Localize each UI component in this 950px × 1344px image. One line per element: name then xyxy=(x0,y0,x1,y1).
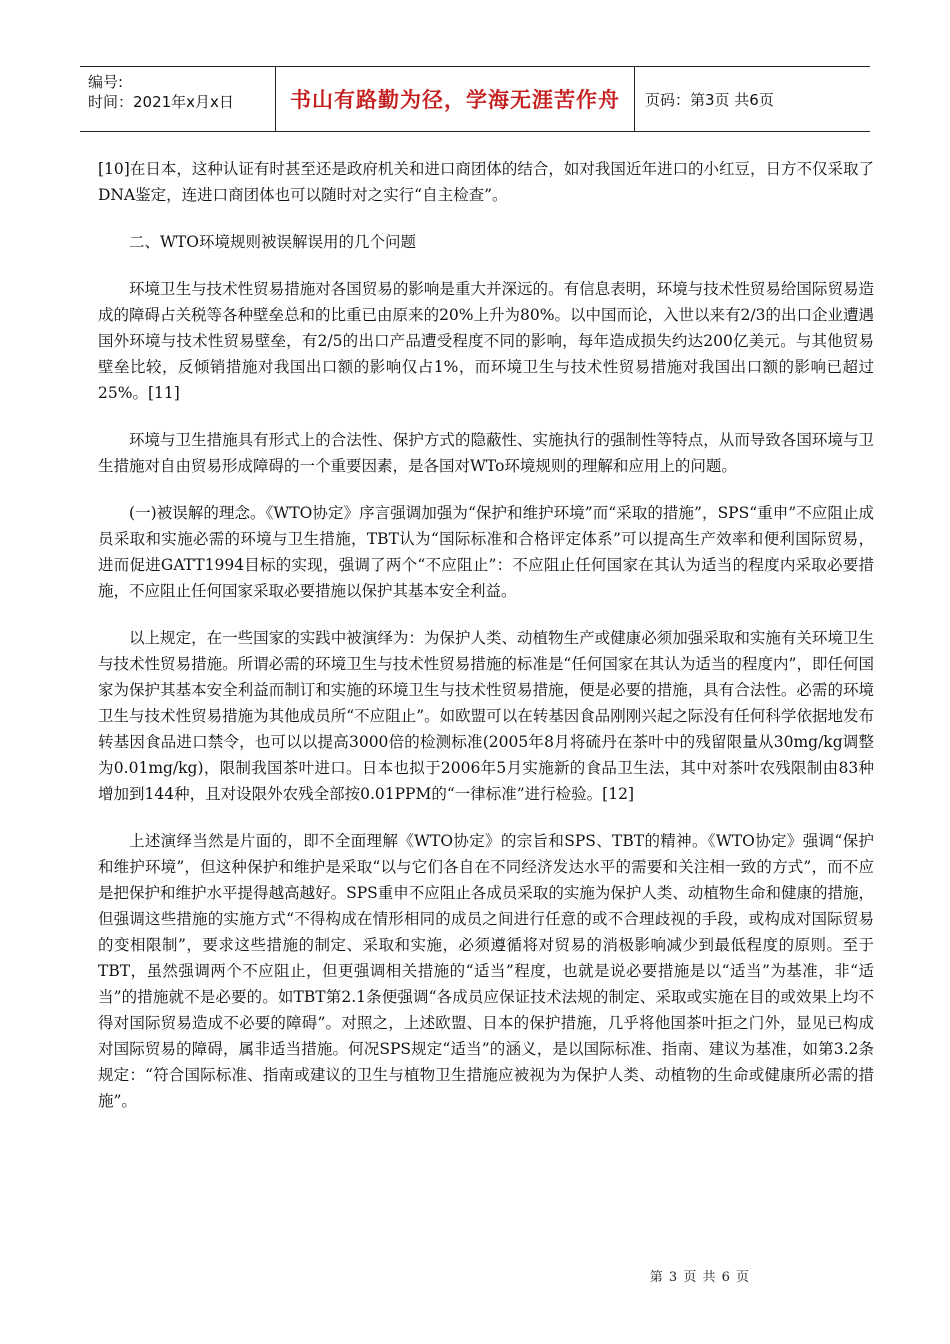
paragraph: 上述演绎当然是片面的，即不全面理解《WTO协定》的宗旨和SPS、TBT的精神。《WTO协定》强调“保护和维护环境”，但这种保护和维护是采取“以与它们各自在不同经济发达水平的需要和关注相一致的方式”，而不应是把保护和维护水平提得越高越好。SPS重申不应阻止各成员采取的实施为保护人类、动植物生命和健康的措施，但强调这些措施的实施方式“不得构成在情形相同的成员之间进行任意的或不合理歧视的手段，或构成对国际贸易的变相限制”，要求这些措施的制定、采取和实施，必须遵循将对贸易的消极影响减少到最低程度的原则。至于TBT，虽然强调两个不应阻止，但更强调相关措施的“适当”程度，也就是说必要措施是以“适当”为基准，非“适当”的措施就不是必要的。如TBT第2.1条便强调“各成员应保证技术法规的制定、采取或实施在目的或效果上均不得对国际贸易造成不必要的障碍”。对照之，上述欧盟、日本的保护措施，几乎将他国茶叶拒之门外，显见已构成对国际贸易的障碍，属非适当措施。何况SPS规定“适当”的涵义，是以国际标准、指南、建议为基准，如第3.2条规定：“符合国际标准、指南或建议的卫生与植物卫生措施应被视为为保护人类、动植物的生命或健康所必需的措施”。 xyxy=(98,832,874,1110)
paragraph-citation-10: [10]在日本，这种认证有时甚至还是政府机关和进口商团体的结合，如对我国近年进口的小红豆，日方不仅采取了DNA鉴定，连进口商团体也可以随时对之实行“自主检查”。 xyxy=(98,160,874,204)
page-footer: 第 3 页 共 6 页 xyxy=(649,1270,750,1285)
header-page-cell xyxy=(635,67,870,131)
header-page-info: 页码：第3页 共6页 xyxy=(645,90,774,109)
paragraph: 环境与卫生措施具有形式上的合法性、保护方式的隐蔽性、实施执行的强制性等特点，从而导致各国环境与卫生措施对自由贸易形成障碍的一个重要因素，是各国对WTo环境规则的理解和应用上的问题。 xyxy=(98,431,874,475)
header-number-label: 编号: xyxy=(88,73,124,91)
header-meta xyxy=(80,67,275,131)
document-body xyxy=(98,156,874,1135)
header-motto-cell xyxy=(275,67,635,131)
page-header xyxy=(80,66,870,132)
paragraph: 环境卫生与技术性贸易措施对各国贸易的影响是重大并深远的。有信息表明，环境与技术性贸易给国际贸易造成的障碍占关税等各种壁垒总和的比重已由原来的20%上升为80%。以中国而论，入世以来有2/3的出口企业遭遇国外环境与技术性贸易壁垒，有2/5的出口产品遭受程度不同的影响，每年造成损失约达200亿美元。与其他贸易壁垒比较，反倾销措施对我国出口额的影响仅占1%，而环境卫生与技术性贸易措施对我国出口额的影响已超过25%。[11] xyxy=(98,280,874,402)
paragraph: 以上规定，在一些国家的实践中被演绎为：为保护人类、动植物生产或健康必须加强采取和实施有关环境卫生与技术性贸易措施。所谓必需的环境卫生与技术性贸易措施的标准是“任何国家在其认为适当的程度内”，即任何国家为保护其基本安全利益而制订和实施的环境卫生与技术性贸易措施，便是必要的措施，具有合法性。必需的环境卫生与技术性贸易措施为其他成员所“不应阻止”。如欧盟可以在转基因食品刚刚兴起之际没有任何科学依据地发布转基因食品进口禁令，也可以以提高3000倍的检测标准(2005年8月将硫丹在茶叶中的残留限量从30mg/kg调整为0.01mg/kg)，限制我国茶叶进口。日本也拟于2006年5月实施新的食品卫生法，其中对茶叶农残限制由83种增加到144种，且对设限外农残全部按0.01PPM的“一律标准”进行检验。[12] xyxy=(98,629,874,803)
paragraph: (一)被误解的理念。《WTO协定》序言强调加强为“保护和维护环境”而“采取的措施”，SPS“重申”不应阻止成员采取和实施必需的环境与卫生措施，TBT认为“国际标准和合格评定体系”可以提高生产效率和便利国际贸易，进而促进GATT1994目标的实现，强调了两个“不应阻止”：不应阻止任何国家在其认为适当的程度内采取必要措施，不应阻止任何国家采取必要措施以保护其基本安全利益。 xyxy=(98,504,874,600)
section-heading: 二、WTO环境规则被误解误用的几个问题 xyxy=(129,233,416,251)
header-time-label: 时间：2021年x月x日 xyxy=(88,93,234,111)
header-motto: 书山有路勤为径，学海无涯苦作舟 xyxy=(290,88,620,112)
